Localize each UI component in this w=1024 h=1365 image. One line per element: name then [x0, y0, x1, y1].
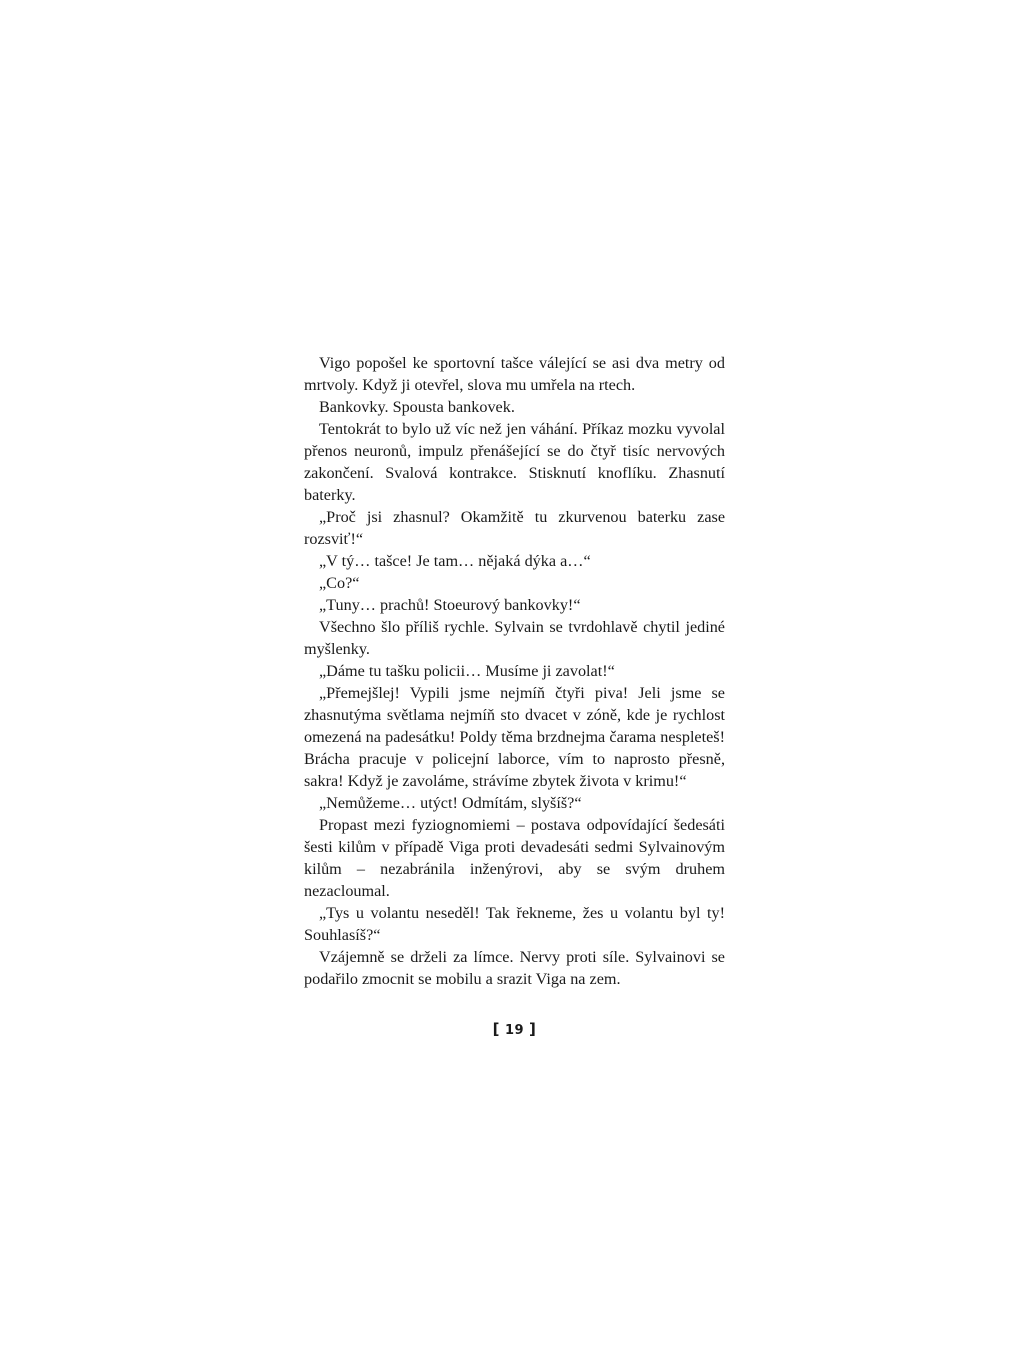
- paragraph: Všechno šlo příliš rychle. Sylvain se tvrdohlavě chytil jediné myšlenky.: [304, 618, 725, 658]
- paragraph: Propast mezi fyziognomiemi – postava odpovídající šedesáti šesti kilům v případě Viga proti devadesáti sedmi Sylvainovým kilům – nezabránila inženýrovi, aby se svým druhem nezacloumal.: [304, 816, 725, 900]
- paragraph: „Dáme tu tašku policii… Musíme ji zavolat!“: [319, 662, 615, 680]
- paragraph: „Nemůžeme… utýct! Odmítám, slyšíš?“: [319, 794, 582, 812]
- paragraph: Tentokrát to bylo už víc než jen váhání. Příkaz mozku vyvolal přenos neuronů, impulz přenášející se do čtyř tisíc nervových zakončení. Svalová kontrakce. Stisknutí knoflíku. Zhasnutí baterky.: [304, 420, 725, 504]
- paragraph: „Co?“: [319, 574, 360, 592]
- page-number-value: 19: [504, 1023, 525, 1038]
- paragraph: „Tuny… prachů! Stoeurový bankovky!“: [319, 596, 581, 614]
- paragraph: „Tys u volantu neseděl! Tak řekneme, žes u volantu byl ty! Souhlasíš?“: [304, 904, 725, 944]
- page-number-bracket-close: ]: [529, 1020, 537, 1038]
- paragraph: „Přemejšlej! Vypili jsme nejmíň čtyři piva! Jeli jsme se zhasnutýma světlama nejmíň sto dvacet v zóně, kde je rychlost omezená na padesátku! Poldy těma brzdnejma čarama nespleteš! Brácha pracuje v policejní laborce, vím to naprosto přesně, sakra! Když je zavoláme, strávíme zbytek života v krimu!“: [304, 684, 725, 790]
- paragraph: „Proč jsi zhasnul? Okamžitě tu zkurvenou baterku zase rozsviť!“: [304, 508, 725, 548]
- body-text: [304, 352, 725, 990]
- paragraph: Vigo popošel ke sportovní tašce válející se asi dva metry od mrtvoly. Když ji otevřel, slova mu umřela na rtech.: [304, 354, 725, 394]
- paragraph: „V tý… tašce! Je tam… nějaká dýka a…“: [319, 552, 591, 570]
- paragraph: Bankovky. Spousta bankovek.: [319, 398, 515, 416]
- page-number-bracket-open: [: [492, 1020, 500, 1038]
- page-number: [0, 1020, 1024, 1038]
- paragraph: Vzájemně se drželi za límce. Nervy proti síle. Sylvainovi se podařilo zmocnit se mobilu a srazit Viga na zem.: [304, 948, 725, 988]
